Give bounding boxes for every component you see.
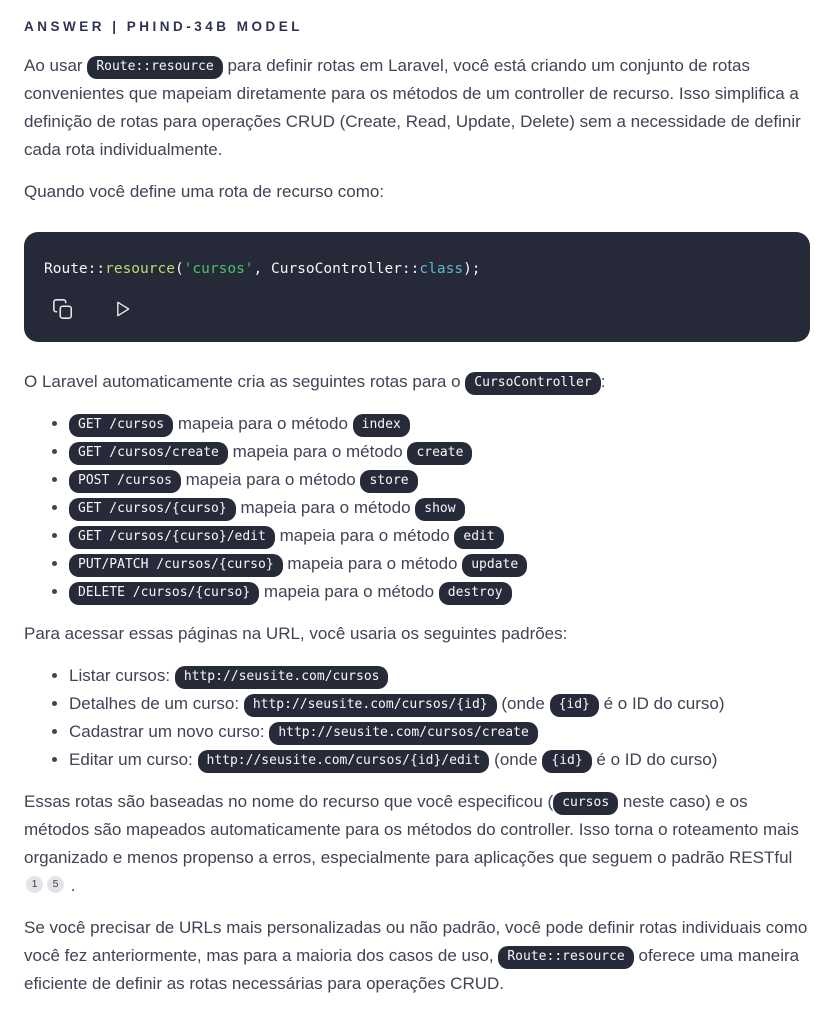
route-list-item [69, 522, 810, 550]
code-actions [44, 298, 790, 320]
url-pill: http://seusite.com/cursos/{id}/edit [198, 750, 490, 773]
play-icon [112, 299, 132, 319]
intro-paragraph [24, 52, 810, 164]
method-pill: destroy [439, 582, 512, 605]
code-token-paren-open: ( [174, 261, 184, 277]
url-pill: http://seusite.com/cursos [175, 666, 389, 689]
inline-code-cursos: cursos [553, 792, 618, 815]
url-pill: http://seusite.com/cursos/create [269, 722, 537, 745]
route-label: mapeia para o método [259, 582, 439, 601]
code-token-class: class [419, 261, 464, 277]
method-pill: update [462, 554, 527, 577]
route-pill: GET /cursos/{curso}/edit [69, 526, 275, 549]
method-pill: show [415, 498, 464, 521]
method-pill: store [360, 470, 417, 493]
copy-code-button[interactable] [52, 298, 74, 320]
url-list-item [69, 718, 810, 746]
url-prefix: Listar cursos: [69, 666, 175, 685]
id-pill: {id} [542, 750, 591, 773]
auto-routes-post: : [600, 372, 606, 391]
intro-text-pre: Ao usar [24, 56, 88, 75]
route-pill: POST /cursos [69, 470, 181, 493]
route-pill: DELETE /cursos/{curso} [69, 582, 259, 605]
inline-code-route-resource: Route::resource [87, 56, 222, 79]
code-block [24, 232, 810, 342]
route-list-item [69, 494, 810, 522]
final-paragraph [24, 914, 810, 998]
route-list-item [69, 550, 810, 578]
citation-badge-5[interactable]: 5 [47, 876, 64, 893]
conclusion-pre: Essas rotas são baseadas no nome do recurso que você especificou ( [24, 792, 554, 811]
route-label: mapeia para o método [282, 554, 463, 573]
citation-badge-1[interactable]: 1 [26, 876, 43, 893]
auto-routes-pre: O Laravel automaticamente cria as seguintes rotas para o [24, 372, 466, 391]
url-list [24, 662, 810, 774]
code-token-resource: resource [105, 261, 175, 277]
route-pill: GET /cursos [69, 414, 173, 437]
route-list-item [69, 438, 810, 466]
id-pill: {id} [550, 694, 599, 717]
url-note-pre: (onde [489, 750, 543, 769]
route-label: mapeia para o método [227, 442, 408, 461]
url-note-post: é o ID do curso) [591, 750, 718, 769]
copy-icon [52, 298, 74, 320]
url-prefix: Cadastrar um novo curso: [69, 722, 270, 741]
url-prefix: Editar um curso: [69, 750, 198, 769]
inline-code-curso-controller: CursoController [465, 372, 600, 395]
url-note-post: é o ID do curso) [598, 694, 725, 713]
final-post: oferece uma maneira eficiente de definir as rotas necessárias para operações CRUD. [24, 946, 800, 993]
define-paragraph: Quando você define uma rota de recurso como: [24, 182, 385, 201]
auto-routes-paragraph [24, 368, 810, 396]
route-label: mapeia para o método [235, 498, 416, 517]
code-token-paren-close: ); [463, 261, 481, 277]
url-prefix: Detalhes de um curso: [69, 694, 244, 713]
route-list-item [69, 410, 810, 438]
final-pre: Se você precisar de URLs mais personalizadas ou não padrão, você pode definir rotas individuais como você fez anteriormente, mas para a maioria dos casos de uso, [24, 918, 808, 965]
code-token-string-cursos: 'cursos' [183, 261, 254, 277]
route-list-item [69, 578, 810, 606]
method-pill: edit [454, 526, 503, 549]
route-pill: GET /cursos/{curso} [69, 498, 236, 521]
route-pill: GET /cursos/create [69, 442, 228, 465]
url-pill: http://seusite.com/cursos/{id} [244, 694, 497, 717]
url-list-item [69, 690, 810, 718]
run-code-button[interactable] [112, 299, 132, 319]
route-label: mapeia para o método [173, 414, 353, 433]
route-list-item [69, 466, 810, 494]
code-line [44, 258, 790, 280]
code-token-route: Route:: [44, 261, 106, 277]
intro-text-post: para definir rotas em Laravel, você está criando um conjunto de rotas convenientes que mapeiam diretamente para os métodos de um controller de recurso. Isso simplifica a definição de rotas para operações CRUD (Create, Read, Update, Delete) sem a necessidade de definir cada rota individualmente. [24, 56, 801, 159]
url-list-item [69, 662, 810, 690]
route-label: mapeia para o método [180, 470, 361, 489]
route-pill: PUT/PATCH /cursos/{curso} [69, 554, 283, 577]
route-label: mapeia para o método [274, 526, 455, 545]
routes-list [24, 410, 810, 606]
method-pill: index [353, 414, 410, 437]
conclusion-mid: neste caso) e os métodos são mapeados automaticamente para os métodos do controller. Isso torna o roteamento mais organizado e menos propenso a erros, especialmente para aplicações que seguem o padrão RESTful [24, 792, 799, 867]
url-note-pre: (onde [496, 694, 550, 713]
conclusion-paragraph [24, 788, 810, 900]
url-list-item [69, 746, 810, 774]
url-intro-paragraph: Para acessar essas páginas na URL, você usaria os seguintes padrões: [24, 624, 568, 643]
inline-code-route-resource-2: Route::resource [498, 946, 633, 969]
code-token-controller: , CursoController:: [253, 261, 420, 277]
method-pill: create [407, 442, 472, 465]
answer-header: ANSWER | PHIND-34B MODEL [24, 19, 304, 34]
conclusion-post: . [66, 876, 76, 895]
